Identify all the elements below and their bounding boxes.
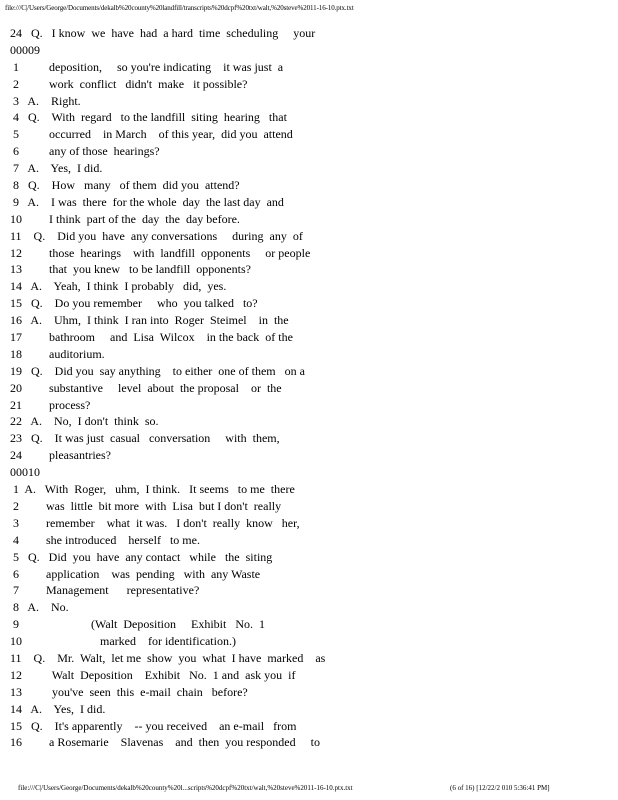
- transcript-line: 21 process?: [10, 397, 91, 412]
- transcript-line: 12 those hearings with landfill opponents or people: [10, 245, 311, 260]
- page-marker: 00010: [10, 465, 40, 480]
- transcript-line: 3 A. Right.: [10, 93, 81, 108]
- transcript-line: 1 A. With Roger, uhm, I think. It seems to me there: [10, 482, 295, 497]
- transcript-line: 11 Q. Did you have any conversations during any of: [10, 228, 303, 243]
- transcript-line: 6 application was pending with any Waste: [10, 566, 261, 581]
- transcript-line: 10 I think part of the day the day before.: [10, 211, 240, 226]
- transcript-line: 14 A. Yeah, I think I probably did, yes.: [10, 279, 227, 294]
- transcript-line: 16 A. Uhm, I think I ran into Roger Steimel in the: [10, 313, 289, 328]
- transcript-line: 17 bathroom and Lisa Wilcox in the back of the: [10, 330, 293, 345]
- transcript-line: 15 Q. It's apparently -- you received an e-mail from: [10, 718, 297, 733]
- transcript-line: 4 Q. With regard to the landfill siting hearing that: [10, 110, 287, 125]
- footer-page-info: (6 of 16) [12/22/2 010 5:36:41 PM]: [450, 784, 550, 792]
- transcript-body: [10, 25, 610, 751]
- transcript-line: 12 Walt Deposition Exhibit No. 1 and ask you if: [10, 667, 296, 682]
- transcript-line: 20 substantive level about the proposal or the: [10, 380, 282, 395]
- transcript-line: 14 A. Yes, I did.: [10, 701, 106, 716]
- transcript-line: 24 Q. I know we have had a hard time scheduling your: [10, 26, 316, 40]
- transcript-line: 2 work conflict didn't make it possible?: [10, 76, 248, 91]
- transcript-line: 9 A. I was there for the whole day the last day and: [10, 194, 284, 209]
- transcript-line: 2 was little bit more with Lisa but I don't really: [10, 498, 282, 513]
- transcript-line: 13 that you knew to be landfill opponents?: [10, 262, 251, 277]
- file-path-header: file:///C|/Users/George/Documents/dekalb%20county%20landfill/transcripts%20dcpf%20txt/walt,%20steve%2011-16-10.ptx.txt: [5, 4, 354, 12]
- transcript-line: 13 you've seen this e-mail chain before?: [10, 684, 248, 699]
- transcript-line: 9 (Walt Deposition Exhibit No. 1: [10, 617, 266, 632]
- transcript-line: 7 A. Yes, I did.: [10, 161, 103, 176]
- transcript-line: 24 pleasantries?: [10, 448, 111, 463]
- transcript-line: 6 any of those hearings?: [10, 144, 160, 159]
- transcript-line: 8 Q. How many of them did you attend?: [10, 178, 240, 193]
- transcript-line: 19 Q. Did you say anything to either one of them on a: [10, 363, 305, 378]
- footer-file-path: file:///C|/Users/George/Documents/dekalb%20county%20l...scripts%20dcpf%20txt/walt,%20steve%2011-16-10.ptx.txt: [18, 784, 353, 792]
- transcript-line: 10 marked for identification.): [10, 634, 236, 649]
- page-marker: 00009: [10, 42, 40, 57]
- transcript-line: 23 Q. It was just casual conversation with them,: [10, 431, 280, 446]
- transcript-line: 5 occurred in March of this year, did you attend: [10, 127, 293, 142]
- transcript-line: 5 Q. Did you have any contact while the siting: [10, 549, 273, 564]
- transcript-line: 4 she introduced herself to me.: [10, 532, 200, 547]
- transcript-line: 15 Q. Do you remember who you talked to?: [10, 296, 258, 311]
- transcript-line: 8 A. No.: [10, 600, 69, 615]
- transcript-line: 7 Management representative?: [10, 583, 200, 598]
- transcript-line: 1 deposition, so you're indicating it was just a: [10, 59, 284, 74]
- transcript-line: 3 remember what it was. I don't really know her,: [10, 515, 300, 530]
- transcript-line: 22 A. No, I don't think so.: [10, 414, 159, 429]
- transcript-line: 11 Q. Mr. Walt, let me show you what I have marked as: [10, 650, 326, 665]
- transcript-line: 16 a Rosemarie Slavenas and then you responded to: [10, 735, 320, 750]
- transcript-line: 18 auditorium.: [10, 346, 105, 361]
